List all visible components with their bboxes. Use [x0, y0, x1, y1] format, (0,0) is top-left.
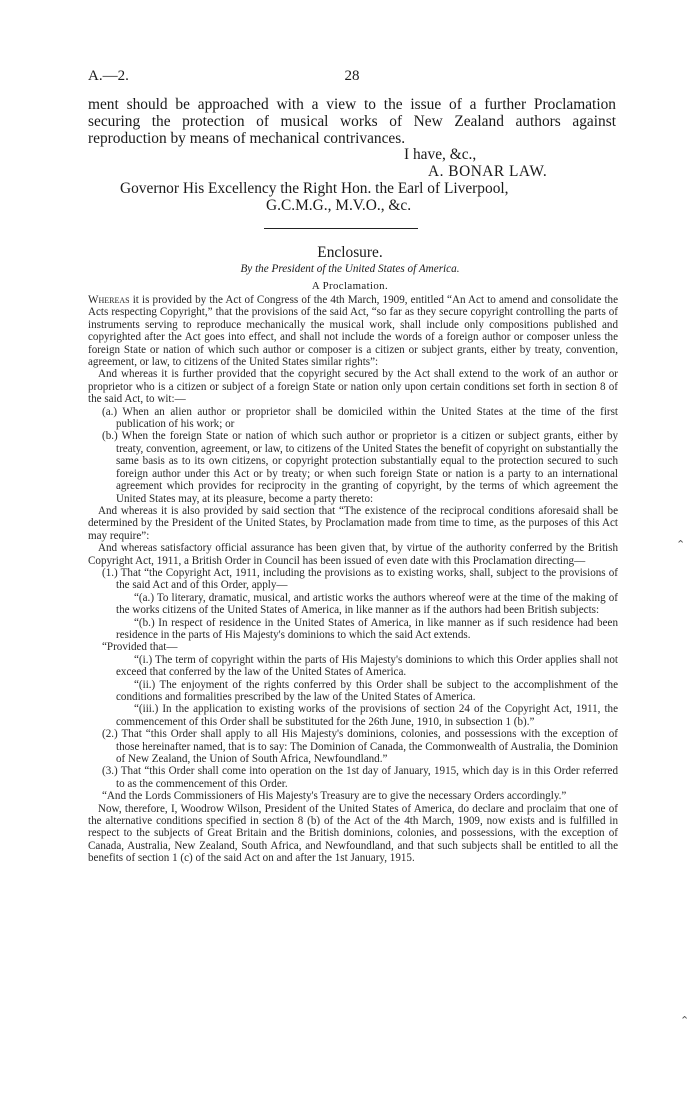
now-therefore-paragraph: Now, therefore, I, Woodrow Wilson, President of the United States of America, do declare and proclaim that one of the alternative conditions specified in section 8 (b) of the Act of the 4th March, 1909, now exists and is fulfilled in respect to the subjects of Great Britain and the British dominions, colonies, and possessions, with the exception of Canada, Australia, New Zealand, South Africa, and Newfoundland, and that such subjects shall be entitled to all the benefits of section 1 (c) of the said Act on and after the 1st January, 1915. [88, 802, 618, 865]
whereas-paragraph-4: And whereas satisfactory official assurance has been given that, by virtue of the authority conferred by the British Copyright Act, 1911, a British Order in Council has been issued of even date with this Proclamation directing— [88, 542, 618, 567]
margin-mark: ⌃ [680, 1015, 690, 1027]
whereas-paragraph-1 [88, 294, 618, 368]
document-code: A.—2. [88, 68, 129, 84]
lords-commissioners: “And the Lords Commissioners of His Majesty's Treasury are to give the necessary Orders accordingly.” [102, 790, 567, 803]
intro-paragraph: ment should be approached with a view to the issue of a further Proclamation securing the protection of musical works of New Zealand authors against reproduction by means of mechanical contrivances. [88, 96, 616, 147]
page-header [88, 68, 616, 88]
whereas-paragraph-3: And whereas it is also provided by said section that “The existence of the reciprocal conditions aforesaid shall be determined by the President of the United States, by Proclamation made from time to time, as the purposes of this Act may require”: [88, 504, 618, 542]
condition-b: (b.) When the foreign State or nation of which such author or proprietor is a citizen or subject grants, either by treaty, convention, agreement, or law, to citizens of the United States the benefit of copyright on substantially the same basis as to its own citizens, or copyright protection substantially equal to the protection secured to such foreign author under this Act or by treaty; or when such foreign State or nation is a party to an international agreement which provides for reciprocity in the granting of copyright, by the terms of which agreement the United States may, at its pleasure, become a party thereto: [102, 430, 618, 505]
provided-that: “Provided that— [102, 641, 178, 654]
addressee-line-2: G.C.M.G., M.V.O., &c. [266, 197, 412, 214]
whereas-paragraph-2: And whereas it is further provided that the copyright secured by the Act shall extend to the work of an author or proprietor who is a citizen or subject of a foreign State or nation only upon certain conditions set forth in section 8 of the said Act, to wit:— [88, 368, 618, 406]
salutation: I have, &c., [404, 146, 477, 163]
order-item-1: (1.) That “the Copyright Act, 1911, including the provisions as to existing works, shall, subject to the provisions of the said Act and of this Order, apply— [102, 566, 618, 592]
whereas-lead: Whereas [88, 294, 130, 306]
order-clause-b: “(b.) In respect of residence in the United States of America, in like manner as if such residence had been residence in the parts of His Majesty's dominions to which the said Act extends. [116, 616, 618, 641]
condition-a: (a.) When an alien author or proprietor shall be domiciled within the United States at the time of the first publication of his work; or [102, 405, 618, 431]
proclamation-body [88, 294, 618, 865]
addressee-line-1: Governor His Excellency the Right Hon. the Earl of Liverpool, [120, 180, 509, 197]
proviso-iii: “(iii.) In the application to existing works of the provisions of section 24 of the Copyright Act, 1911, the commencement of this Order shall be substituted for the 26th June, 1910, in subsection 1 (b).” [116, 703, 618, 728]
margin-mark: ⌃ [676, 539, 686, 551]
proviso-ii: “(ii.) The enjoyment of the rights conferred by this Order shall be subject to the accomplishment of the conditions and formalities prescribed by the law of the United States of America. [116, 678, 618, 703]
whereas-text-1: it is provided by the Act of Congress of the 4th March, 1909, entitled “An Act to amend and consolidate the Acts respecting Copyright,” that the provisions of the said Act, “so far as they secure copyright controlling the parts of instruments serving to reproduce mechanically the musical work, shall include only compositions published and copyrighted after the Act goes into effect, and shall not include the words of a foreign author or composer unless the foreign State or nation of which such author or composer is a citizen or subject grants, either by treaty, convention, agreement, or law, to citizens of the United States similar rights”: [88, 294, 618, 369]
addressee [120, 180, 610, 214]
order-item-2: (2.) That “this Order shall apply to all His Majesty's dominions, colonies, and possessions with the exception of those hereinafter named, that is to say: The Dominion of Canada, the Commonwealth of Australia, the Dominion of New Zealand, the Union of South Africa, Newfoundland.” [102, 728, 618, 766]
page-number: 28 [344, 68, 360, 84]
signatory-name: A. BONAR LAW. [428, 163, 548, 180]
proclamation-heading: A Proclamation. [311, 280, 389, 292]
enclosure-byline: By the President of the United States of America. [240, 263, 460, 275]
proviso-i: “(i.) The term of copyright within the parts of His Majesty's dominions to which this Order applies shall not exceed that conferred by the law of the United States of America. [116, 653, 618, 679]
order-clause-a: “(a.) To literary, dramatic, musical, and artistic works the authors whereof were at the time of the making of the works citizens of the United States of America, in like manner as if the authors had been British subjects: [116, 591, 618, 617]
enclosure-title: Enclosure. [317, 244, 383, 261]
order-item-3: (3.) That “this Order shall come into operation on the 1st day of January, 1915, which day is in this Order referred to as the commencement of this Order. [102, 765, 618, 790]
section-divider [264, 228, 418, 229]
